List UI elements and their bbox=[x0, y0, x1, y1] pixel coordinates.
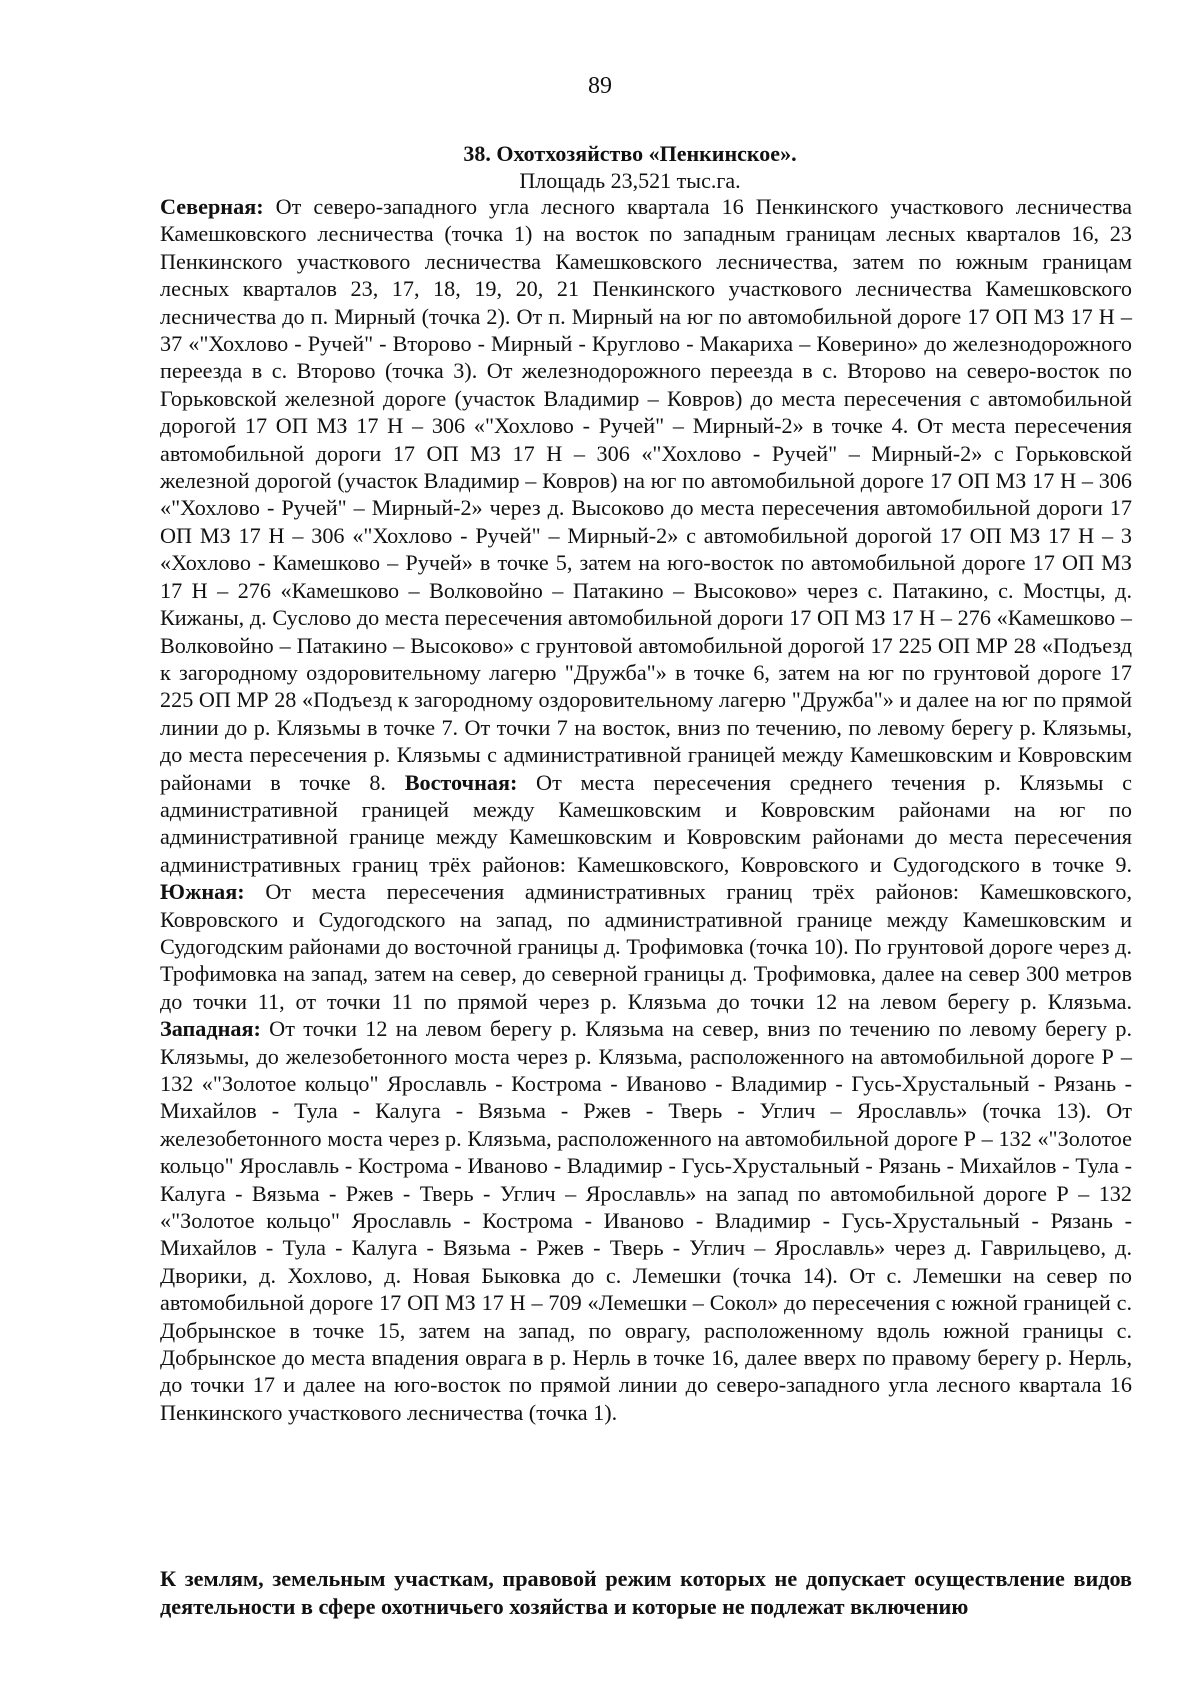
section-heading-south: Южная: bbox=[160, 879, 245, 905]
section-text-south: От места пересечения административных границ трёх районов: Камешковского, Ковровского и Судогодского на запад, по административной границе между Камешковским и Судогодским районами до восточной границы д. Трофимовка (точка 10). По грунтовой дороге через д. Трофимовка на запад, затем на север, до северной границы д. Трофимовка, далее на север 300 метров до точки 11, от точки 11 по прямой через р. Клязьма до точки 12 на левом берегу р. Клязьма. bbox=[160, 879, 1132, 1014]
section-heading-north: Северная: bbox=[160, 194, 264, 219]
section-text-west: От точки 12 на левом берегу р. Клязьма на север, вниз по течению по левому берегу р. Клязьмы, до железобетонного моста через р. Клязьма, расположенного на автомобильной дороге Р – 132 «"Золотое кольцо" Ярославль - Кострома - Иваново - Владимир - Гусь-Хрустальный - Рязань - Михайлов - Тула - Калуга - Вязьма - Ржев - Тверь - Углич – Ярославль» (точка 13). От железобетонного моста через р. Клязьма, расположенного на автомобильной дороге Р – 132 «"Золотое кольцо" Ярославль - Кострома - Иваново - Владимир - Гусь-Хрустальный - Рязань - Михайлов - Тула - Калуга - Вязьма - Ржев - Тверь - Углич – Ярославль» на запад по автомобильной дороге Р – 132 «"Золотое кольцо" Ярославль - Кострома - Иваново - Владимир - Гусь-Хрустальный - Рязань - Михайлов - Тула - Калуга - Вязьма - Ржев - Тверь - Углич – Ярославль» через д. Гаврильцево, д. Дворики, д. Хохлово, д. Новая Быковка до с. Лемешки (точка 14). От с. Лемешки на север по автомобильной дороге 17 ОП МЗ 17 Н – 709 «Лемешки – Сокол» до пересечения с южной границей с. Добрынское в точке 15, затем на запад, по оврагу, расположенному вдоль южной границы с. Добрынское до места впадения оврага в р. Нерль в точке 16, далее вверх по правому берегу р. Нерль, до точки 17 и далее на юго-восток по прямой линии до северо-западного угла лесного квартала 16 Пенкинского участкового лесничества (точка 1). bbox=[160, 1016, 1132, 1425]
section-text-east: От места пересечения среднего течения р. Клязьмы с административной границей между Камешковским и Ковровским районами на юг по административной границе между Камешковским и Ковровским районами до места пересечения административных границ трёх районов: Камешковского, Ковровского и Судогодского в точке 9. bbox=[160, 769, 1132, 877]
section-text-north: От северо-западного угла лесного квартала 16 Пенкинского участкового лесничества Камешковского лесничества (точка 1) на восток по западным границам лесных кварталов 16, 23 Пенкинского участкового лесничества Камешковского лесничества, затем по южным границам лесных кварталов 23, 17, 18, 19, 20, 21 Пенкинского участкового лесничества Камешковского лесничества до п. Мирный (точка 2). От п. Мирный на юг по автомобильной дороге 17 ОП МЗ 17 Н – 37 «"Хохлово - Ручей" - Второво - Мирный - Круглово - Макариха – Коверино» до железнодорожного переезда в с. Второво (точка 3). От железнодорожного переезда в с. Второво на северо-восток по Горьковской железной дороге (участок Владимир – Ковров) до места пересечения с автомобильной дорогой 17 ОП МЗ 17 Н – 306 «"Хохлово - Ручей" – Мирный-2» в точке 4. От места пересечения автомобильной дороги 17 ОП МЗ 17 Н – 306 «"Хохлово - Ручей" – Мирный-2» с Горьковской железной дорогой (участок Владимир – Ковров) на юг по автомобильной дороге 17 ОП МЗ 17 Н – 306 «"Хохлово - Ручей" – Мирный-2» через д. Высоково до места пересечения автомобильной дороги 17 ОП МЗ 17 Н – 306 «"Хохлово - Ручей" – Мирный-2» с автомобильной дорогой 17 ОП МЗ 17 Н – 3 «Хохлово - Камешково – Ручей» в точке 5, затем на юго-восток по автомобильной дороге 17 ОП МЗ 17 Н – 276 «Камешково – Волковойно – Патакино – Высоково» через с. Патакино, с. Мостцы, д. Кижаны, д. Суслово до места пересечения автомобильной дороги 17 ОП МЗ 17 Н – 276 «Камешково – Волковойно – Патакино – Высоково» с грунтовой автомобильной дорогой 17 225 ОП МР 28 «Подъезд к загородному оздоровительному лагерю "Дружба"» в точке 6, затем на юг по грунтовой дороге 17 225 ОП МР 28 «Подъезд к загородному оздоровительному лагерю "Дружба"» и далее на юг по прямой линии до р. Клязьмы в точке 7. От точки 7 на восток, вниз по течению, по левому берегу р. Клязьмы, до места пересечения р. Клязьмы с административной границей между Камешковским и Ковровским районами в точке 8. bbox=[160, 194, 1132, 795]
page-number: 89 bbox=[588, 73, 612, 99]
area-subtitle: Площадь 23,521 тыс.га. bbox=[519, 168, 741, 193]
boundary-description bbox=[160, 193, 1132, 1426]
section-heading-east: Восточная: bbox=[404, 769, 518, 795]
section-heading-west: Западная: bbox=[160, 1016, 261, 1042]
footer-paragraph: К землям, земельным участкам, правовой режим которых не допускает осуществление видов деятельности в сфере охотничьего хозяйства и которые не подлежат включению bbox=[160, 1566, 1132, 1619]
document-title: 38. Охотхозяйство «Пенкинское». bbox=[463, 141, 797, 166]
